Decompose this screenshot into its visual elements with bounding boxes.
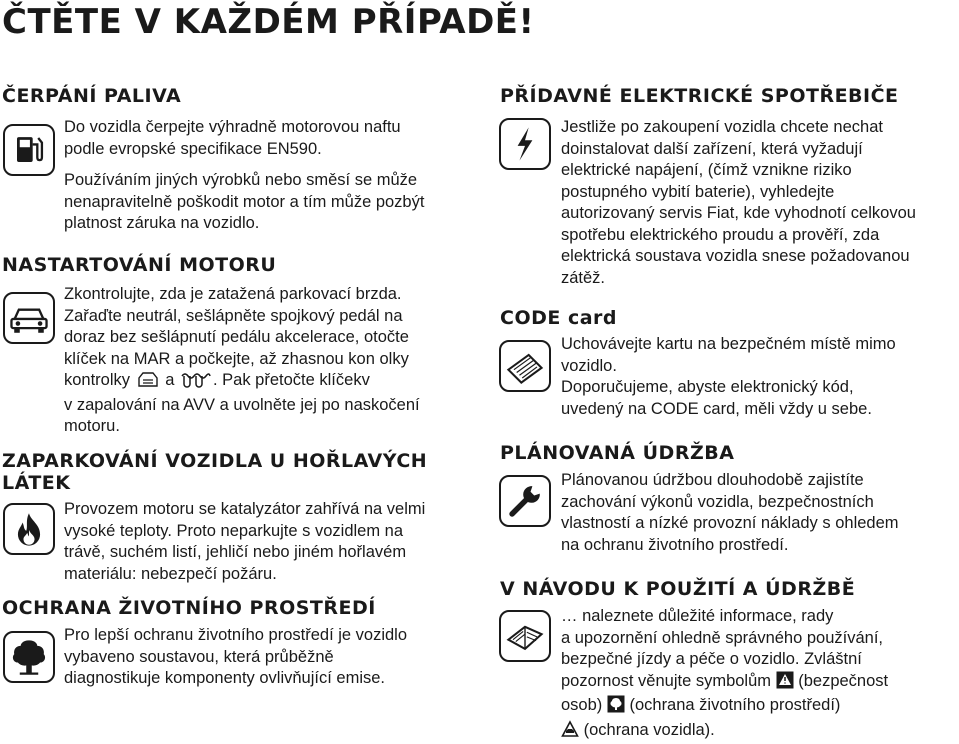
lightning-icon xyxy=(499,118,551,170)
code-line: vozidlo. xyxy=(561,356,896,378)
maintenance-line: na ochranu životního prostředí. xyxy=(561,535,899,557)
page-title: ČTĚTE V KAŽDÉM PŘÍPADĚ! xyxy=(2,2,535,42)
parking-line: materiálu: nebezpečí požáru. xyxy=(64,564,425,586)
wrench-icon xyxy=(499,475,551,527)
start-heading: NASTARTOVÁNÍ MOTORU xyxy=(2,254,276,276)
start-line-text: kontrolky xyxy=(64,371,130,389)
manual-line: … naleznete důležité informace, rady xyxy=(561,606,888,628)
start-line: Zkontrolujte, zda je zatažená parkovací brzda. xyxy=(64,284,420,306)
environment-line: Pro lepší ochranu životního prostředí je vozidlo xyxy=(64,625,407,647)
tree-icon xyxy=(3,631,55,683)
start-line: Zařaďte neutrál, sešlápněte spojkový pedál na xyxy=(64,306,420,328)
fuel-pump-icon xyxy=(3,124,55,176)
manual-line: a upozornění ohledně správného používání, xyxy=(561,628,888,650)
start-line: v zapalování na AVV a uvolněte jej po naskočení xyxy=(64,395,420,417)
parking-heading: ZAPARKOVÁNÍ VOZIDLA U HOŘLAVÝCH LÁTEK xyxy=(2,450,427,494)
maintenance-line: zachování výkonů vozidla, bezpečnostních xyxy=(561,492,899,514)
book-icon xyxy=(499,610,551,662)
electrical-heading: PŘÍDAVNÉ ELEKTRICKÉ SPOTŘEBIČE xyxy=(500,85,899,107)
environment-line: diagnostikuje komponenty ovlivňující emise. xyxy=(64,668,407,690)
fuel-line: nenapravitelně poškodit motor a tím může pozbýt xyxy=(64,192,424,214)
electrical-line: elektrická soustava vozidla snese požadovanou xyxy=(561,246,916,268)
parking-line: Provozem motoru se katalyzátor zahřívá na velmi xyxy=(64,499,425,521)
parking-line: vysoké teploty. Proto neparkujte s vozidlem na xyxy=(64,521,425,543)
electrical-line: autorizovaný servis Fiat, kde vyhodnotí celkovou xyxy=(561,203,916,225)
maintenance-line: vlastností a nízké provozní náklady s ohledem xyxy=(561,513,899,535)
fuel-line: Používáním jiných výrobků nebo směsí se může xyxy=(64,170,424,192)
fuel-line: platnost záruka na vozidlo. xyxy=(64,213,424,235)
code-heading: CODE card xyxy=(500,307,617,329)
car-icon xyxy=(3,292,55,344)
code-line: uvedený na CODE card, měli vždy u sebe. xyxy=(561,399,896,421)
electrical-line: spotřebu elektrického proudu a prověří, zda xyxy=(561,225,916,247)
code-line: Uchovávejte kartu na bezpečném místě mimo xyxy=(561,334,896,356)
maintenance-heading: PLÁNOVANÁ ÚDRŽBA xyxy=(500,442,734,464)
personal-safety-icon xyxy=(776,671,794,696)
manual-line-with-icon: (ochrana vozidla). xyxy=(561,720,888,744)
manual-heading: V NÁVODU K POUŽITÍ A ÚDRŽBĚ xyxy=(500,578,855,600)
electrical-line: postupného vybití baterie), vyhledejte xyxy=(561,182,916,204)
start-line: doraz bez sešlápnutí pedálu akcelerace, otočte xyxy=(64,327,420,349)
electrical-line: zátěž. xyxy=(561,268,916,290)
start-line: klíček na MAR a počkejte, až zhasnou kon olky xyxy=(64,349,420,371)
fuel-line: Do vozidla čerpejte výhradně motorovou naftu xyxy=(64,117,401,139)
maintenance-line: Plánovanou údržbou dlouhodobě zajistíte xyxy=(561,470,899,492)
fuel-heading: ČERPÁNÍ PALIVA xyxy=(2,85,181,107)
environment-heading: OCHRANA ŽIVOTNÍHO PROSTŘEDÍ xyxy=(2,597,376,619)
vehicle-protection-icon xyxy=(561,720,579,744)
fire-icon xyxy=(3,503,55,555)
manual-line-with-icon: pozornost věnujte symbolům (bezpečnost xyxy=(561,671,888,696)
code-line: Doporučujeme, abyste elektronický kód, xyxy=(561,377,896,399)
manual-line: bezpečné jízdy a péče o vozidlo. Zvláštní xyxy=(561,649,888,671)
code-card-icon xyxy=(499,340,551,392)
preheat-coil-icon xyxy=(179,370,213,395)
electrical-line: doinstalovat další zařízení, která vyžadují xyxy=(561,139,916,161)
electrical-line: Jestliže po zakoupení vozidla chcete nechat xyxy=(561,117,916,139)
glow-plug-warning-icon xyxy=(135,370,161,395)
start-line-with-icons xyxy=(64,370,420,395)
environment-line: vybaveno soustavou, která průběžně xyxy=(64,647,407,669)
start-line-text: a xyxy=(165,371,174,389)
start-line: motoru. xyxy=(64,416,420,438)
electrical-line: elektrické napájení, (čímž vznikne riziko xyxy=(561,160,916,182)
parking-line: trávě, suchém listí, jehličí nebo jiném hořlavém xyxy=(64,542,425,564)
environment-protection-icon xyxy=(607,695,625,720)
manual-line-with-icon: osob) (ochrana životního prostředí) xyxy=(561,695,888,720)
fuel-line: podle evropské specifikace EN590. xyxy=(64,139,401,161)
start-line-text: . Pak přetočte klíčekv xyxy=(213,371,370,389)
